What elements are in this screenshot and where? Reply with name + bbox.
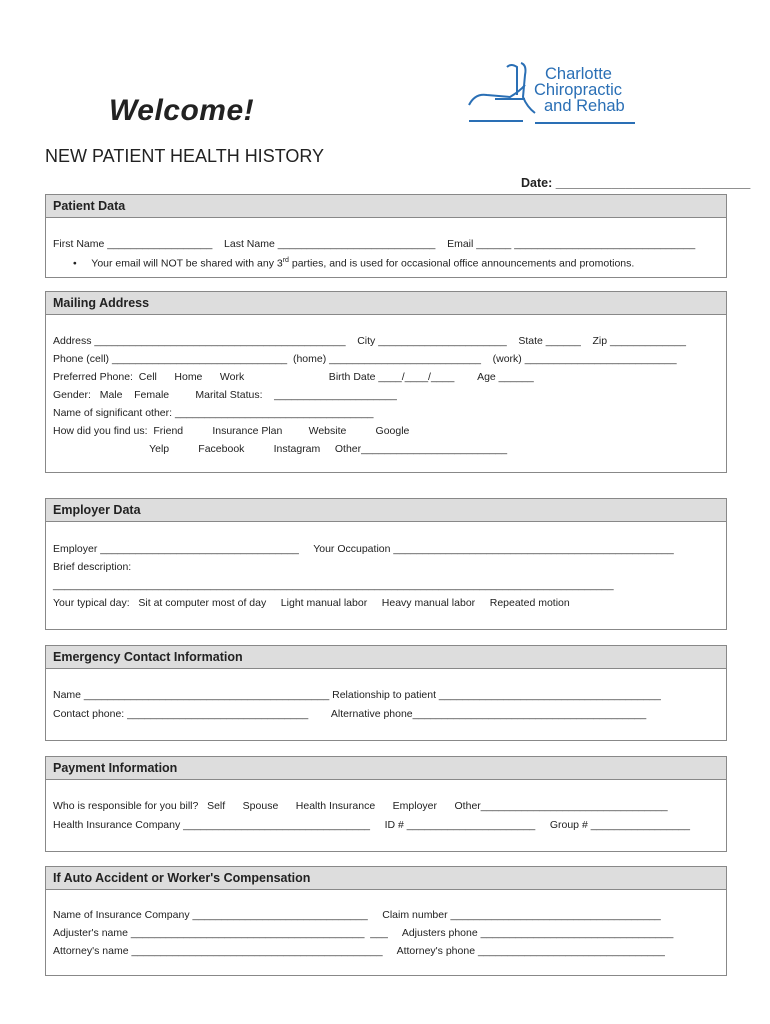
clinic-logo bbox=[465, 55, 645, 130]
patient-data-section bbox=[45, 194, 727, 278]
patient-name-email-row[interactable]: First Name __________________ Last Name ___________________________ Email ______ _______________________________ bbox=[53, 238, 696, 250]
gender-row[interactable]: Gender: Male Female Marital Status: _____________________ bbox=[53, 389, 397, 401]
logo-line-2: Chiropractic bbox=[534, 81, 623, 99]
employer-data-section bbox=[45, 498, 727, 630]
referral-row-2[interactable]: Yelp Facebook Instagram Other_________________________ bbox=[53, 443, 508, 455]
emergency-contact-section bbox=[45, 645, 727, 741]
preferred-phone-row[interactable]: Preferred Phone: Cell Home Work Birth Date ____/____/____ Age ______ bbox=[53, 371, 534, 383]
section-heading: If Auto Accident or Worker's Compensation bbox=[46, 867, 726, 890]
section-heading: Employer Data bbox=[46, 499, 726, 522]
brief-description-label: Brief description: bbox=[53, 561, 132, 573]
section-heading: Emergency Contact Information bbox=[46, 646, 726, 669]
note-sup: rd bbox=[282, 257, 289, 264]
logo-line-1: Charlotte bbox=[545, 65, 612, 83]
note-text-a: Your email will NOT be shared with any 3 bbox=[91, 257, 283, 270]
logo-line-3: and Rehab bbox=[544, 97, 625, 115]
auto-accident-section bbox=[45, 866, 727, 976]
date-field[interactable]: Date: ____________________________ bbox=[521, 176, 751, 190]
adjuster-row[interactable]: Adjuster's name ________________________________________ ___ Adjusters phone _________________________________ bbox=[53, 927, 674, 939]
page-title: NEW PATIENT HEALTH HISTORY bbox=[45, 146, 325, 166]
bill-responsibility-row[interactable]: Who is responsible for you bill? Self Spouse Health Insurance Employer Other________________________________ bbox=[53, 800, 668, 812]
insurance-company-row[interactable]: Health Insurance Company ________________________________ ID # ______________________ Group # _________________ bbox=[53, 819, 690, 831]
emergency-phone-row[interactable]: Contact phone: _______________________________ Alternative phone________________________________________ bbox=[53, 708, 647, 720]
address-row[interactable]: Address ___________________________________________ City ______________________ State ______ Zip _____________ bbox=[53, 335, 686, 347]
attorney-row[interactable]: Attorney's name ___________________________________________ Attorney's phone ________________________________ bbox=[53, 945, 665, 957]
section-heading: Patient Data bbox=[46, 195, 726, 218]
email-privacy-note bbox=[73, 257, 634, 270]
section-heading: Payment Information bbox=[46, 757, 726, 780]
brief-description-line[interactable]: ________________________________________________________________________________________________ bbox=[53, 579, 614, 591]
insurance-claim-row[interactable]: Name of Insurance Company ______________________________ Claim number ____________________________________ bbox=[53, 909, 661, 921]
typical-day-row[interactable]: Your typical day: Sit at computer most of day Light manual labor Heavy manual labor Repeated motion bbox=[53, 597, 570, 609]
welcome-heading: Welcome! bbox=[109, 94, 255, 127]
referral-row-1[interactable]: How did you find us: Friend Insurance Plan Website Google bbox=[53, 425, 410, 437]
payment-information-section bbox=[45, 756, 727, 852]
mailing-address-section bbox=[45, 291, 727, 473]
employer-row[interactable]: Employer __________________________________ Your Occupation ________________________________________________ bbox=[53, 543, 674, 555]
section-heading: Mailing Address bbox=[46, 292, 726, 315]
emergency-name-row[interactable]: Name __________________________________________ Relationship to patient ______________________________________ bbox=[53, 689, 661, 701]
note-text-b: parties, and is used for occasional office announcements and promotions. bbox=[288, 257, 635, 270]
bullet-icon: • bbox=[73, 257, 77, 270]
significant-other-row[interactable]: Name of significant other: __________________________________ bbox=[53, 407, 374, 419]
phone-row[interactable]: Phone (cell) ______________________________ (home) __________________________ (work) __________________________ bbox=[53, 353, 677, 365]
